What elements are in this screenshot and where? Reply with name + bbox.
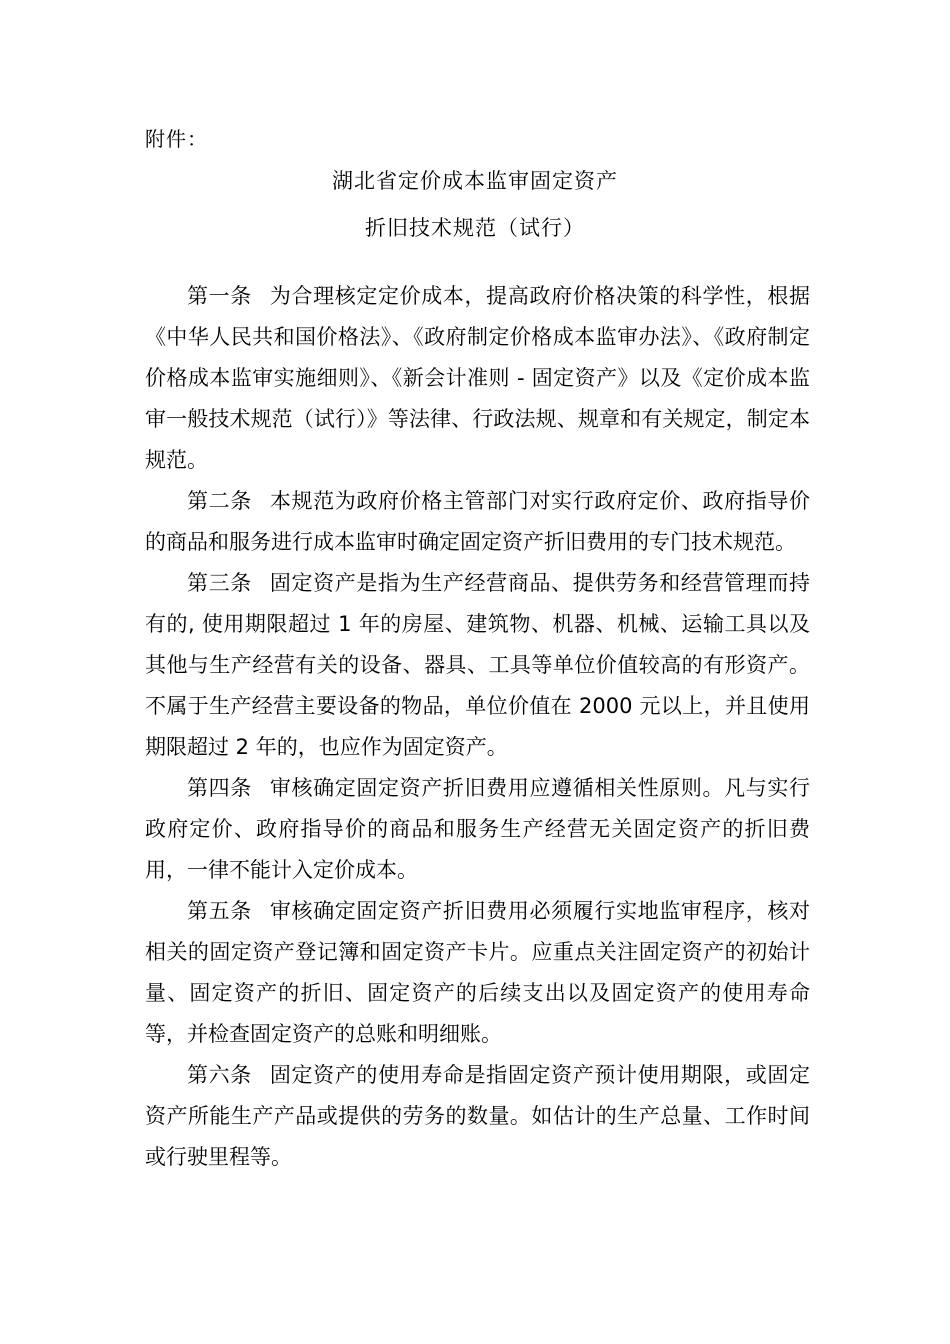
document-title-line-1: 湖北省定价成本监审固定资产 <box>332 169 618 193</box>
article-label: 第二条 <box>187 489 252 513</box>
article-5 <box>145 891 810 1055</box>
document-body <box>145 276 810 1178</box>
article-text: 审核确定固定资产折旧费用应遵循相关性原则。凡与实行政府定价、政府指导价的商品和服务生产经营无关固定资产的折旧费用，一律不能计入定价成本。 <box>145 776 810 882</box>
article-4 <box>145 768 810 891</box>
article-label: 第四条 <box>187 776 252 800</box>
article-label: 第五条 <box>187 899 252 923</box>
attachment-label: 附件： <box>145 127 208 151</box>
article-label: 第一条 <box>187 284 252 308</box>
article-text: 固定资产是指为生产经营商品、提供劳务和经营管理而持有的, 使用期限超过 1 年的房屋、建筑物、机器、机械、运输工具以及其他与生产经营有关的设备、器具、工具等单位价值较高的有形资产。不属于生产经营主要设备的物品，单位价值在 2000 元以上，并且使用期限超过 2 年的，也应作为固定资产。 <box>145 571 810 759</box>
document-title-line-2: 折旧技术规范（试行） <box>365 216 585 240</box>
article-6 <box>145 1055 810 1178</box>
article-label: 第六条 <box>187 1063 252 1087</box>
article-label: 第三条 <box>187 571 252 595</box>
article-1 <box>145 276 810 481</box>
article-text: 本规范为政府价格主管部门对实行政府定价、政府指导价的商品和服务进行成本监审时确定固定资产折旧费用的专门技术规范。 <box>145 489 810 554</box>
article-3 <box>145 563 810 768</box>
article-text: 审核确定固定资产折旧费用必须履行实地监审程序，核对相关的固定资产登记簿和固定资产卡片。应重点关注固定资产的初始计量、固定资产的折旧、固定资产的后续支出以及固定资产的使用寿命等，并检查固定资产的总账和明细账。 <box>145 899 810 1046</box>
article-2 <box>145 481 810 563</box>
article-text: 固定资产的使用寿命是指固定资产预计使用期限，或固定资产所能生产产品或提供的劳务的数量。如估计的生产总量、工作时间或行驶里程等。 <box>145 1063 810 1169</box>
article-text: 为合理核定定价成本，提高政府价格决策的科学性，根据《中华人民共和国价格法》、《政府制定价格成本监审办法》、《政府制定价格成本监审实施细则》、《新会计准则 - 固定资产》以及《定价成本监审一般技术规范（试行）》等法律、行政法规、规章和有关规定，制定本规范。 <box>145 284 810 472</box>
